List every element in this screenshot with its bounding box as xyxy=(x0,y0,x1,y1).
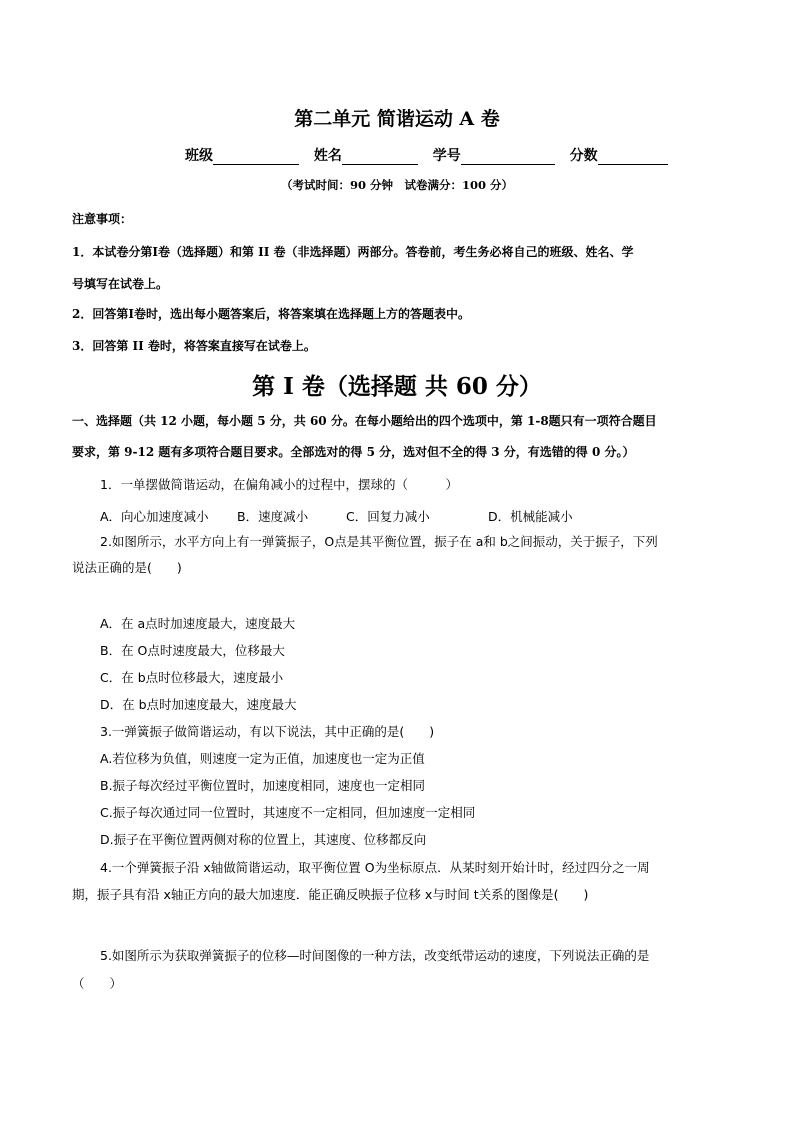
note-item-1-line-1: 1．本试卷分第Ⅰ卷（选择题）和第 II 卷（非选择题）两部分。答卷前，考生务必将自己的班级、姓名、学 xyxy=(72,245,634,259)
exam-title: 第二单元 简谐运动 A 卷 xyxy=(294,108,500,130)
name-blank xyxy=(342,149,418,165)
exam-time-info: （考试时间：90 分钟 试卷满分：100 分） xyxy=(280,178,513,192)
question-3-option-a: A.若位移为负值，则速度一定为正值，加速度也一定为正值 xyxy=(100,751,425,766)
question-1-options xyxy=(100,507,573,525)
class-blank xyxy=(213,149,299,165)
note-item-2: 2．回答第Ⅰ卷时，选出每小题答案后，将答案填在选择题上方的答题表中。 xyxy=(72,307,470,321)
note-item-3: 3．回答第 II 卷时，将答案直接写在试卷上。 xyxy=(72,339,316,353)
question-2-option-a: A．在 a点时加速度最大，速度最大 xyxy=(100,616,296,631)
question-4-stem-line-1: 4.一个弹簧振子沿 x轴做简谐运动，取平衡位置 O为坐标原点．从某时刻开始计时，经过四分之一周 xyxy=(100,860,650,875)
question-1-option-b: B．速度减小 xyxy=(237,509,309,524)
notes-heading: 注意事项： xyxy=(72,212,133,226)
question-2-option-b: B．在 O点时速度最大，位移最大 xyxy=(100,643,285,658)
score-blank xyxy=(598,149,668,165)
section-instructions-line-2: 要求，第 9-12 题有多项符合题目要求。全部选对的得 5 分，选对但不全的得 3 分，有选错的得 0 分。） xyxy=(72,445,635,459)
student-info-row xyxy=(185,145,678,165)
question-2-option-d: D．在 b点时加速度最大，速度最大 xyxy=(100,697,297,712)
question-5-stem-line-1: 5.如图所示为获取弹簧振子的位移—时间图像的一种方法，改变纸带运动的速度，下列说法正确的是 xyxy=(100,948,650,963)
question-3-option-d: D.振子在平衡位置两侧对称的位置上，其速度、位移都反向 xyxy=(100,832,427,847)
question-1-option-c: C．回复力减小 xyxy=(346,509,430,524)
section-instructions-line-1: 一、选择题（共 12 小题，每小题 5 分，共 60 分。在每小题给出的四个选项中，第 1-8题只有一项符合题目 xyxy=(72,414,657,428)
question-2-stem-line-1: 2.如图所示，水平方向上有一弹簧振子，O点是其平衡位置，振子在 a和 b之间振动，关于振子，下列 xyxy=(100,534,658,549)
question-3-option-b: B.振子每次经过平衡位置时，加速度相同，速度也一定相同 xyxy=(100,778,426,793)
question-2-option-c: C．在 b点时位移最大，速度最小 xyxy=(100,670,284,685)
id-blank xyxy=(461,149,555,165)
question-1-stem: 1．一单摆做简谐运动，在偏角减小的过程中，摆球的（ ） xyxy=(100,477,458,492)
score-label: 分数 xyxy=(569,148,598,164)
question-3-option-c: C.振子每次通过同一位置时，其速度不一定相同，但加速度一定相同 xyxy=(100,805,476,820)
part-1-title: 第 I 卷（选择题 共 60 分） xyxy=(252,373,542,400)
id-label: 学号 xyxy=(432,148,461,164)
question-3-stem: 3.一弹簧振子做简谐运动，有以下说法，其中正确的是( ) xyxy=(100,724,435,739)
question-5-stem-line-2: （ ） xyxy=(72,976,123,991)
note-item-1-line-2: 号填写在试卷上。 xyxy=(72,277,169,291)
class-label: 班级 xyxy=(185,148,213,164)
question-2-stem-line-2: 说法正确的是( ) xyxy=(72,560,182,575)
question-1-option-d: D．机械能减小 xyxy=(488,509,573,524)
name-label: 姓名 xyxy=(313,148,342,164)
question-4-stem-line-2: 期，振子具有沿 x轴正方向的最大加速度．能正确反映振子位移 x与时间 t关系的图像是( ) xyxy=(72,887,589,902)
question-1-option-a: A．向心加速度减小 xyxy=(100,509,209,524)
